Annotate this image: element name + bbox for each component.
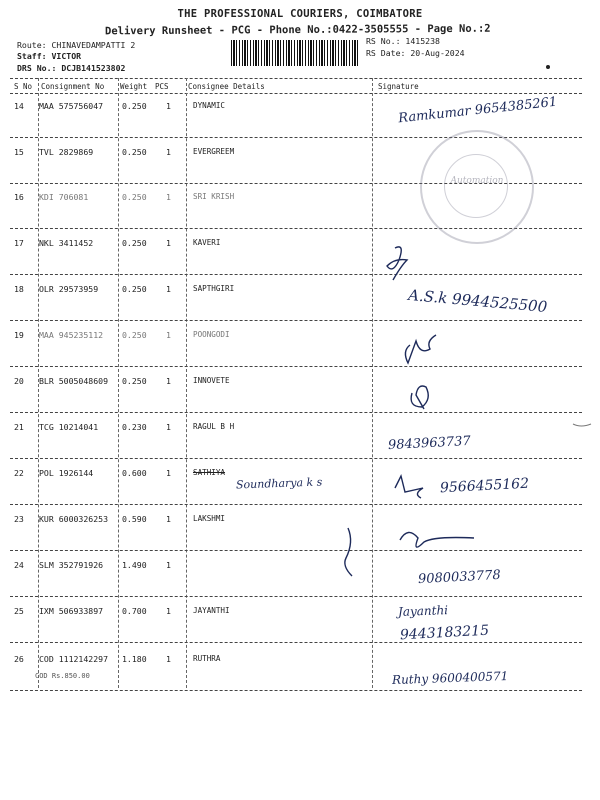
consignee-name: JAYANTHI — [193, 606, 230, 615]
signature-22-name: Soundharya k s — [235, 475, 323, 492]
consignment-number: KUR 6000326253 — [39, 514, 109, 524]
rs-date: RS Date: 20-Aug-2024 — [366, 48, 465, 58]
consignee-name: RAGUL B H — [193, 422, 235, 431]
pieces-count: 1 — [166, 101, 171, 111]
signature-25-phone: 9443183215 — [399, 622, 490, 644]
weight-value: 1.490 — [122, 560, 147, 570]
scribble-22 — [395, 476, 423, 498]
serial-number: 21 — [14, 422, 24, 432]
cod-amount: COD Rs.850.00 — [35, 672, 90, 680]
serial-number: 15 — [14, 147, 24, 157]
weight-value: 0.250 — [122, 238, 147, 248]
serial-number: 26 — [14, 654, 24, 664]
serial-number: 25 — [14, 606, 24, 616]
col-weight: Weight — [120, 82, 148, 91]
weight-value: 0.250 — [122, 330, 147, 340]
weight-value: 0.250 — [122, 376, 147, 386]
weight-value: 0.230 — [122, 422, 147, 432]
pieces-count: 1 — [166, 560, 171, 570]
consignment-number: BLR 5005048609 — [39, 376, 109, 386]
consignment-number: KDI 706081 — [39, 192, 89, 202]
consignee-name: SRI KRISH — [193, 192, 235, 201]
consignment-number: TCG 10214041 — [39, 422, 99, 432]
signature-26: Ruthy 9600400571 — [391, 668, 509, 688]
weight-value: 0.700 — [122, 606, 147, 616]
serial-number: 16 — [14, 192, 24, 202]
col-sno: S No — [14, 82, 33, 91]
serial-number: 14 — [14, 101, 24, 111]
consignment-number: MAA 575756047 — [39, 101, 104, 111]
signature-24: 9080033778 — [417, 567, 502, 588]
bracket-mark — [345, 528, 352, 576]
consignment-number: POL 1926144 — [39, 468, 94, 478]
serial-number: 17 — [14, 238, 24, 248]
consignment-number: IXM 506933897 — [39, 606, 104, 616]
scribble-17 — [387, 247, 407, 280]
pieces-count: 1 — [166, 192, 171, 202]
consignee-name: SATHIYA — [193, 468, 226, 477]
consignment-number: COD 1112142297 — [39, 654, 109, 664]
serial-number: 23 — [14, 514, 24, 524]
serial-number: 18 — [14, 284, 24, 294]
runsheet-subtitle: Delivery Runsheet - PCG - Phone No.:0422-3505555 - Page No.:2 — [104, 22, 491, 38]
consignee-name: INNOVETE — [193, 376, 230, 385]
pieces-count: 1 — [166, 238, 171, 248]
col-consignee: Consignee Details — [188, 82, 265, 91]
pieces-count: 1 — [166, 330, 171, 340]
consignee-name: KAVERI — [193, 238, 221, 247]
consignment-number: MAA 945235112 — [39, 330, 104, 340]
serial-number: 20 — [14, 376, 24, 386]
company-title: THE PROFESSIONAL COURIERS, COIMBATORE — [177, 8, 423, 20]
pieces-count: 1 — [166, 147, 171, 157]
staff-label: Staff: VICTOR — [17, 51, 82, 61]
signature-14: Ramkumar 9654385261 — [397, 94, 558, 127]
col-consignment: Consignment No — [41, 82, 105, 91]
consignee-name: LAKSHMI — [193, 514, 226, 523]
scribble-23 — [400, 532, 474, 547]
consignee-name: RUTHRA — [193, 654, 221, 663]
weight-value: 0.600 — [122, 468, 147, 478]
consignment-number: TVL 2829869 — [39, 147, 94, 157]
consignee-name: POONGODI — [193, 330, 230, 339]
pieces-count: 1 — [166, 606, 171, 616]
weight-value: 0.250 — [122, 192, 147, 202]
scribble-20 — [411, 386, 428, 409]
pieces-count: 1 — [166, 284, 171, 294]
signature-25-name: Jayanthi — [397, 603, 449, 619]
weight-value: 0.250 — [122, 284, 147, 294]
rubber-stamp: Automation — [420, 130, 534, 244]
signature-22-phone: 9566455162 — [439, 475, 530, 497]
pieces-count: 1 — [166, 514, 171, 524]
pieces-count: 1 — [166, 376, 171, 386]
scribble-19 — [405, 335, 436, 363]
edge-mark — [573, 424, 591, 426]
signature-21: 9843963737 — [387, 433, 472, 454]
route-label: Route: CHINAVEDAMPATTI 2 — [17, 40, 136, 50]
consignee-name: EVERGREEM — [193, 147, 235, 156]
pieces-count: 1 — [166, 654, 171, 664]
col-pcs: PCS — [155, 82, 169, 91]
pieces-count: 1 — [166, 422, 171, 432]
consignment-number: NKL 3411452 — [39, 238, 94, 248]
drs-number: DRS No.: DCJB141523802 — [17, 63, 126, 73]
pieces-count: 1 — [166, 468, 171, 478]
consignee-name: SAPTHGIRI — [193, 284, 235, 293]
col-signature: Signature — [378, 82, 419, 91]
signature-18: A.S.k 9944525500 — [407, 285, 548, 317]
weight-value: 0.250 — [122, 147, 147, 157]
serial-number: 19 — [14, 330, 24, 340]
weight-value: 1.180 — [122, 654, 147, 664]
consignment-number: SLM 352791926 — [39, 560, 104, 570]
serial-number: 24 — [14, 560, 24, 570]
weight-value: 0.250 — [122, 101, 147, 111]
rs-number: RS No.: 1415238 — [366, 36, 440, 46]
serial-number: 22 — [14, 468, 24, 478]
consignee-name: DYNAMIC — [193, 101, 226, 110]
weight-value: 0.590 — [122, 514, 147, 524]
consignment-number: OLR 29573959 — [39, 284, 99, 294]
